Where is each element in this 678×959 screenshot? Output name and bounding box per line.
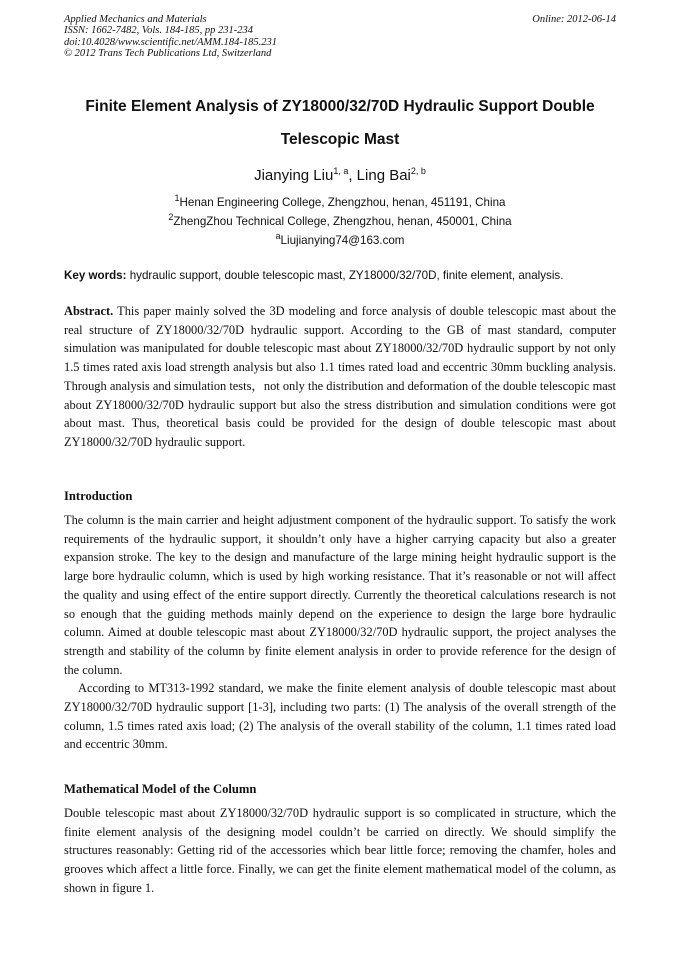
journal-doi: doi:10.4028/www.scientific.net/AMM.184-185.231 [64,36,277,48]
journal-name: Applied Mechanics and Materials [64,14,207,25]
author-name: Jianying Liu [254,167,334,184]
introduction-section [64,511,616,754]
section-heading-introduction: Introduction [64,489,133,503]
section-heading-math-model: Mathematical Model of the Column [64,782,257,796]
paragraph: Double telescopic mast about ZY18000/32/70D hydraulic support is so complicated in structure, which the finite element analysis of the designing model couldn’t be carried on directly. We should simplify the structures reasonably: Getting rid of the accessories which bear little force; removing the chamfer, holes and grooves which affect a little force. Finally, we can get the finite element mathematical model of the column, as shown in figure 1. [64,806,616,895]
email-text: Liujianying74@163.com [280,234,405,247]
email-marker: a [275,231,281,242]
affiliation-marker: 2 [168,212,174,223]
journal-header [64,14,616,60]
affiliation-2 [64,212,616,231]
paragraph: The column is the main carrier and height adjustment component of the hydraulic support. To satisfy the work requirements of the hydraulic support, it shouldn’t only have a higher carrying capacity but also a greater expansion stroke. The key to the design and manufacture of the large mining height hydraulic support is the large bore hydraulic column, which is used by high working resistance. That it’s reasonable or not will affect the quality and using effect of the entire support directly. Currently the theoretical calculations research is not so enough that the guiding methods mainly depend on the experience to design the large bore hydraulic column. Aimed at double telescopic mast about ZY18000/32/70D hydraulic support, the project analyses the strength and stability of the column by finite element analysis in order to provide reference for the design of the column. [64,513,616,677]
affiliations [64,193,616,250]
journal-copyright: © 2012 Trans Tech Publications Ltd, Switzerland [64,48,272,60]
affiliation-marker: 1 [174,193,180,204]
author-list [64,166,616,186]
abstract-label: Abstract. [64,304,114,318]
affiliation-text: ZhengZhou Technical College, Zhengzhou, henan, 450001, China [173,215,512,228]
keywords-label: Key words: [64,269,127,282]
author-email [64,231,616,250]
paper-title [64,90,616,156]
author-name: Ling Bai [356,167,411,184]
abstract-text: This paper mainly solved the 3D modeling and force analysis of double telescopic mast about the real structure of ZY18000/32/70D hydraulic support. According to the GB of mast standard, computer simulation was manipulated for double telescopic mast about ZY18000/32/70D hydraulic support by not only 1.5 times rated axis load strength analysis but also 1.1 times rated load and eccentric 30mm buckling analysis. Through analysis and simulation tests，not only the distribution and deformation of the double telescopic mast about ZY18000/32/70D hydraulic support but also the stress distribution and simulation conditions were got about mast. Thus, theoretical basis could be provided for the design of double telescopic mast about ZY18000/32/70D hydraulic support. [64,304,616,449]
paper-title-line1: Finite Element Analysis of ZY18000/32/70D Hydraulic Support Double [85,98,595,115]
math-model-section [64,804,616,898]
affiliation-text: Henan Engineering College, Zhengzhou, henan, 451191, China [179,196,506,209]
author-affiliation-marker: 2, b [410,166,426,176]
paragraph: According to MT313-1992 standard, we make the finite element analysis of double telescopic mast about ZY18000/32/70D hydraulic support [1-3], including two parts: (1) The analysis of the overall strength of the column, 1.5 times rated axis load; (2) The analysis of the overall stability of the column, 1.1 times rated load and eccentric 30mm. [64,681,616,752]
keywords [64,268,616,284]
journal-issn: ISSN: 1662-7482, Vols. 184-185, pp 231-234 [64,25,253,37]
keywords-text: hydraulic support, double telescopic mast, ZY18000/32/70D, finite element, analysis. [126,269,564,282]
author-affiliation-marker: 1, a [333,166,349,176]
abstract [64,302,616,452]
affiliation-1 [64,193,616,212]
paper-title-line2: Telescopic Mast [280,131,400,148]
online-date: Online: 2012-06-14 [532,14,616,25]
author-separator: , [348,167,357,184]
